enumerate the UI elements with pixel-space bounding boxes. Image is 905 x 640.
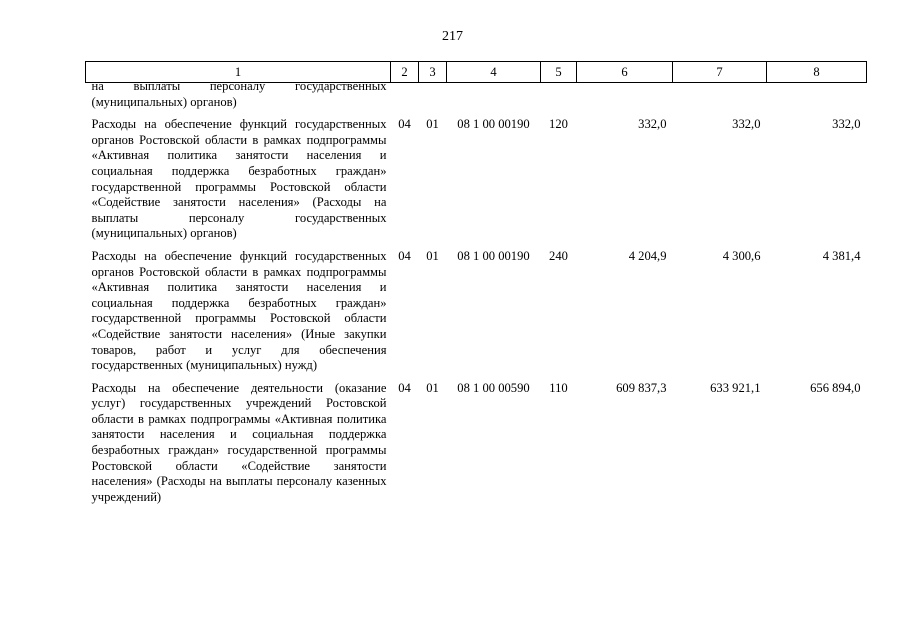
row-target-article: 08 1 00 00190 <box>457 117 530 132</box>
table-row <box>86 381 867 506</box>
continuation-description <box>86 79 391 111</box>
row-description: Расходы на обеспечение деятельности (оказание услуг) государственных учреждений Ростовской области в рамках подпрограммы «Активная политика занятости населения и социальная поддержка безработных граждан» государственной программы Ростовской области «Содействие занятости населения» (Расходы на выплаты персоналу казенных учреждений) <box>91 380 387 504</box>
row-amount-col7: 633 921,1 <box>710 380 761 395</box>
row-section: 04 <box>398 248 411 263</box>
row-amount-col8: 332,0 <box>832 117 861 132</box>
table-row <box>86 117 867 242</box>
row-target-article: 08 1 00 00190 <box>457 248 530 263</box>
header-col-3: 3 <box>419 62 447 83</box>
row-amount-col7: 332,0 <box>732 117 761 132</box>
table-row <box>86 249 867 374</box>
row-section: 04 <box>398 380 411 395</box>
row-subsection: 01 <box>426 380 439 395</box>
header-col-4: 4 <box>447 62 541 83</box>
row-expense-type: 110 <box>549 380 568 395</box>
row-amount-col6: 332,0 <box>638 117 667 132</box>
row-amount-col6: 4 204,9 <box>628 248 667 263</box>
budget-table <box>85 61 867 505</box>
table-body <box>86 79 867 506</box>
row-subsection: 01 <box>426 117 439 132</box>
row-amount-col6: 609 837,3 <box>616 380 667 395</box>
row-expense-type: 240 <box>549 248 568 263</box>
row-target-article: 08 1 00 00590 <box>457 380 530 395</box>
row-section: 04 <box>398 117 411 132</box>
row-subsection: 01 <box>426 248 439 263</box>
header-col-1: 1 <box>86 62 391 83</box>
continuation-text: на выплаты персоналу государственных (муниципальных) органов) <box>91 79 387 109</box>
header-col-7: 7 <box>673 62 767 83</box>
header-col-5: 5 <box>541 62 577 83</box>
header-col-8: 8 <box>767 62 867 83</box>
row-expense-type: 120 <box>549 117 568 132</box>
header-col-6: 6 <box>577 62 673 83</box>
page-number: 217 <box>442 29 463 44</box>
header-col-2: 2 <box>391 62 419 83</box>
table-row-continuation <box>86 83 867 111</box>
row-description: Расходы на обеспечение функций государственных органов Ростовской области в рамках подпрограммы «Активная политика занятости населения и социальная поддержка безработных граждан» государственной программы Ростовской области «Содействие занятости населения» (Расходы на выплаты персоналу государственных (муниципальных) органов) <box>91 117 387 241</box>
row-description: Расходы на обеспечение функций государственных органов Ростовской области в рамках подпрограммы «Активная политика занятости населения и социальная поддержка безработных граждан» государственной программы Ростовской области «Содействие занятости населения» (Иные закупки товаров, работ и услуг для обеспечения государственных (муниципальных) нужд) <box>91 248 387 373</box>
row-amount-col7: 4 300,6 <box>722 248 761 263</box>
row-amount-col8: 656 894,0 <box>810 380 861 395</box>
row-amount-col8: 4 381,4 <box>822 248 861 263</box>
